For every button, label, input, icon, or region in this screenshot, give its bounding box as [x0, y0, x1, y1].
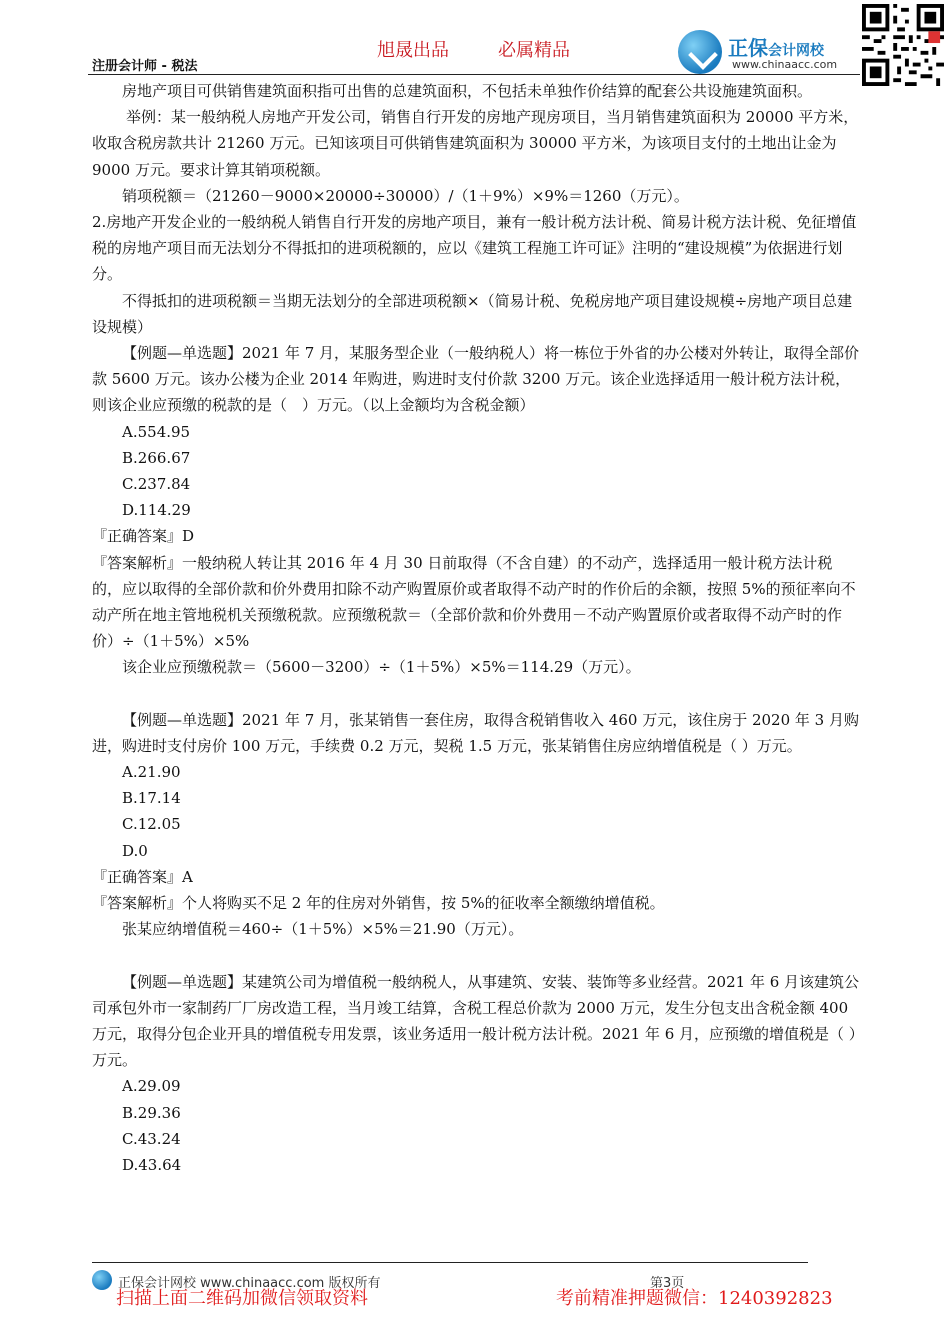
- answer-option: A.21.90: [122, 763, 181, 782]
- answer-option: A.29.09: [122, 1077, 181, 1096]
- footer-logo-icon: [92, 1270, 112, 1290]
- logo-mark-icon: [678, 30, 722, 74]
- promo-left: 扫描上面二维码加微信领取资料: [116, 1288, 368, 1309]
- footer-divider: [92, 1262, 808, 1263]
- paragraph: 【例题—单选题】某建筑公司为增值税一般纳税人，从事建筑、安装、装饰等多业经营。2021 年 6 月该建筑公司承包外市一家制药厂厂房改造工程，当月竣工结算，含税工程总价款为 2000 万元，发生分包支出含税金额 400 万元，取得分包企业开具的增值税专用发票，该业务适用一般计税方法计税。2021 年 6 月，应预缴的增值税是（ ）万元。: [92, 972, 860, 1070]
- answer-option: C.12.05: [122, 815, 181, 834]
- header-divider: [88, 74, 860, 75]
- paragraph: 不得抵扣的进项税额＝当期无法划分的全部进项税额×（简易计税、免税房地产项目建设规模÷房地产项目总建设规模）: [92, 291, 853, 336]
- footer-copyright: 正保会计网校 www.chinaacc.com 版权所有: [118, 1276, 381, 1291]
- answer-option: B.266.67: [122, 448, 191, 467]
- logo-title: 正保会计网校: [728, 36, 824, 60]
- answer-option: D.43.64: [122, 1155, 182, 1174]
- logo-url: www.chinaacc.com: [732, 58, 838, 71]
- answer-option: B.29.36: [122, 1103, 181, 1122]
- answer-option: C.43.24: [122, 1129, 181, 1148]
- answer-option: B.17.14: [122, 789, 181, 808]
- answer-option: A.554.95: [122, 422, 191, 441]
- answer-option: D.114.29: [122, 501, 191, 520]
- paragraph: 2.房地产开发企业的一般纳税人销售自行开发的房地产项目，兼有一般计税方法计税、简易计税方法计税、免征增值税的房地产项目而无法划分不得抵扣的进项税额的，应以《建筑工程施工许可证》注明的“建设规模”为依据进行划分。: [92, 213, 857, 284]
- header-slogan-1: 旭晟出品: [377, 40, 449, 61]
- paragraph: 张某应纳增值税＝460÷（1＋5%）×5%＝21.90（万元）。: [122, 920, 524, 939]
- paragraph: 『答案解析』个人将购买不足 2 年的住房对外销售，按 5%的征收率全额缴纳增值税。: [92, 894, 665, 913]
- brand-logo: [678, 28, 858, 76]
- paragraph: 该企业应预缴税款＝（5600－3200）÷（1＋5%）×5%＝114.29（万元）。: [122, 658, 641, 677]
- paragraph: 『正确答案』A: [92, 867, 193, 886]
- document-body: [92, 78, 862, 1178]
- answer-option: C.237.84: [122, 475, 191, 494]
- qr-code-icon: [862, 4, 944, 86]
- paragraph: 【例题—单选题】2021 年 7 月，某服务型企业（一般纳税人）将一栋位于外省的办公楼对外转让，取得全部价款 5600 万元。该办公楼为企业 2014 年购进，购进时支付价款 3200 万元。该企业选择适用一般计税方法计税，则该企业应预缴的税款的是（ ）万元。（以上金额均为含税金额）: [92, 344, 860, 415]
- promo-right: 考前精准押题微信：1240392823: [556, 1288, 833, 1309]
- paragraph-spacer: [92, 943, 862, 969]
- answer-option: D.0: [122, 841, 148, 860]
- paragraph: 销项税额＝（21260－9000×20000÷30000）/（1＋9%）×9%＝1260（万元）。: [122, 186, 689, 205]
- paragraph: 【例题—单选题】2021 年 7 月，张某销售一套住房，取得含税销售收入 460 万元，该住房于 2020 年 3 月购进，购进时支付房价 100 万元，手续费 0.2 万元，契税 1.5 万元，张某销售住房应纳增值税是（ ）万元。: [92, 710, 859, 755]
- paragraph: 举例：某一般纳税人房地产开发公司，销售自行开发的房地产现房项目，当月销售建筑面积为 20000 平方米，收取含税房款共计 21260 万元。已知该项目可供销售建筑面积为 30000 平方米，为该项目支付的土地出让金为 9000 万元。要求计算其销项税额。: [92, 108, 859, 179]
- header-slogan-2: 必属精品: [498, 40, 570, 61]
- paragraph: 房地产项目可供销售建筑面积指可出售的总建筑面积，不包括未单独作价结算的配套公共设施建筑面积。: [122, 82, 813, 100]
- header-course-title: 注册会计师 - 税法: [92, 59, 198, 74]
- page-number: 第3页: [650, 1276, 685, 1291]
- paragraph: 『正确答案』D: [92, 527, 195, 546]
- paragraph: 『答案解析』一般纳税人转让其 2016 年 4 月 30 日前取得（不含自建）的不动产，选择适用一般计税方法计税的，应以取得的全部价款和价外费用扣除不动产购置原价或者取得不动产时的作价后的余额，按照 5%的预征率向不动产所在地主管地税机关预缴税款。应预缴税款＝（全部价款和价外费用－不动产购置原价或者取得不动产时的作价）÷（1＋5%）×5%: [92, 553, 856, 651]
- paragraph-spacer: [92, 681, 862, 707]
